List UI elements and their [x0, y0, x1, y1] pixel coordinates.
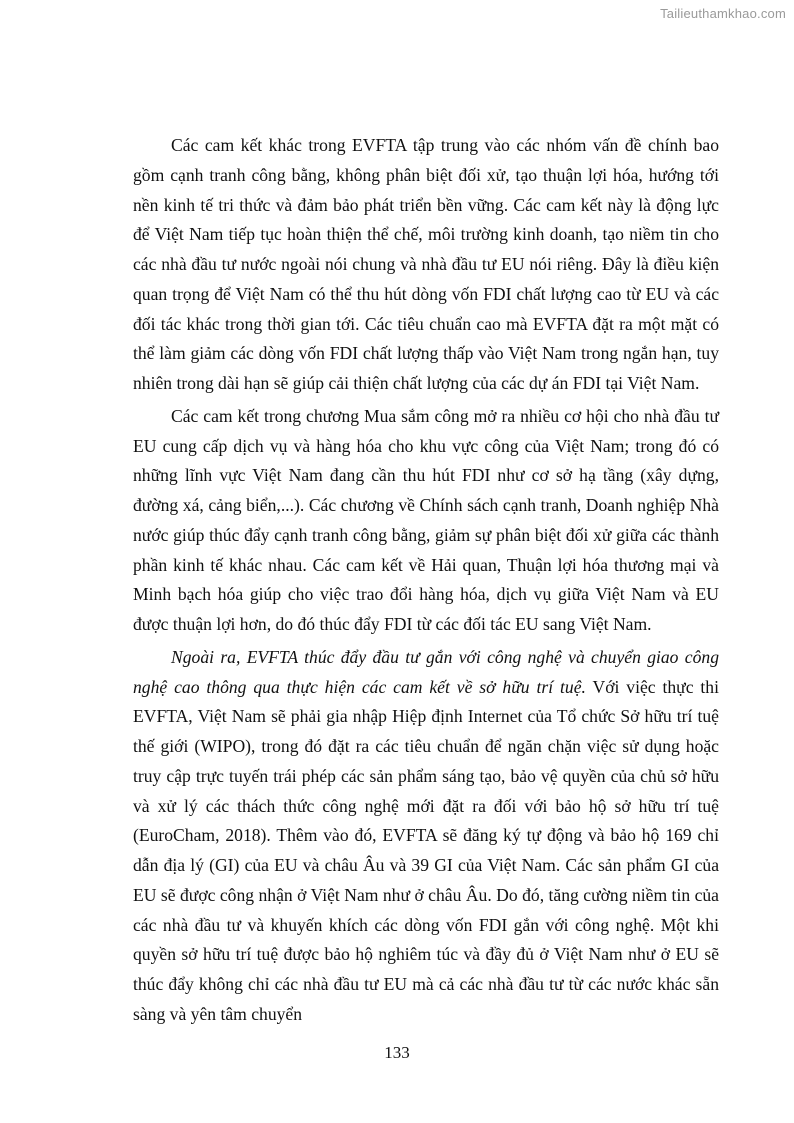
- document-body: [133, 131, 719, 1030]
- paragraph-public-procurement: Các cam kết trong chương Mua sắm công mở ra nhiều cơ hội cho nhà đầu tư EU cung cấp dịch vụ và hàng hóa cho khu vực công của Việt Nam; trong đó có những lĩnh vực Việt Nam đang cần thu hút FDI như cơ sở hạ tầng (xây dựng, đường xá, cảng biển,...). Các chương về Chính sách cạnh tranh, Doanh nghiệp Nhà nước giúp thúc đẩy cạnh tranh công bằng, giảm sự phân biệt đối xử giữa các thành phần kinh tế khác nhau. Các cam kết về Hải quan, Thuận lợi hóa thương mại và Minh bạch hóa giúp cho việc trao đổi hàng hóa, dịch vụ giữa Việt Nam và EU được thuận lợi hơn, do đó thúc đẩy FDI từ các đối tác EU sang Việt Nam.: [133, 405, 719, 634]
- paragraph-lead-emphasis: Ngoài ra, EVFTA thúc đẩy đầu tư gắn với công nghệ và chuyển giao công nghệ cao thông qua thực hiện các cam kết về sở hữu trí tuệ.: [133, 646, 719, 697]
- paragraph-body-text: Với việc thực thi EVFTA, Việt Nam sẽ phải gia nhập Hiệp định Internet của Tổ chức Sở hữu trí tuệ thế giới (WIPO), trong đó đặt ra các tiêu chuẩn để ngăn chặn việc sử dụng hoặc truy cập trực tuyến trái phép các sản phẩm sáng tạo, bảo vệ quyền của chủ sở hữu và xử lý các thách thức công nghệ mới đặt ra đối với bảo hộ sở hữu trí tuệ (EuroCham, 2018). Thêm vào đó, EVFTA sẽ đăng ký tự động và bảo hộ 169 chỉ dẫn địa lý (GI) của EU và châu Âu và 39 GI của Việt Nam. Các sản phẩm GI của EU sẽ được công nhận ở Việt Nam như ở châu Âu. Do đó, tăng cường niềm tin của các nhà đầu tư và khuyến khích các dòng vốn FDI gắn với công nghệ. Một khi quyền sở hữu trí tuệ được bảo hộ nghiêm túc và đầy đủ ở Việt Nam như ở EU sẽ thúc đẩy không chỉ các nhà đầu tư EU mà cả các nhà đầu tư từ các nước khác sẵn sàng và yên tâm chuyển: [133, 676, 719, 1024]
- page-number: 133: [384, 1043, 410, 1062]
- paragraph-intellectual-property: [133, 643, 719, 1030]
- site-watermark: Tailieuthamkhao.com: [660, 6, 786, 21]
- paragraph-competition-commitments: Các cam kết khác trong EVFTA tập trung vào các nhóm vấn đề chính bao gồm cạnh tranh công bằng, không phân biệt đối xử, tạo thuận lợi hóa, hướng tới nền kinh tế tri thức và đảm bảo phát triển bền vững. Các cam kết này là động lực để Việt Nam tiếp tục hoàn thiện thể chế, môi trường kinh doanh, tạo niềm tin cho các nhà đầu tư nước ngoài nói chung và nhà đầu tư EU nói riêng. Đây là điều kiện quan trọng để Việt Nam có thể thu hút dòng vốn FDI chất lượng cao từ EU và các đối tác khác trong thời gian tới. Các tiêu chuẩn cao mà EVFTA đặt ra một mặt có thể làm giảm các dòng vốn FDI chất lượng thấp vào Việt Nam trong ngắn hạn, tuy nhiên trong dài hạn sẽ giúp cải thiện chất lượng của các dự án FDI tại Việt Nam.: [133, 135, 719, 393]
